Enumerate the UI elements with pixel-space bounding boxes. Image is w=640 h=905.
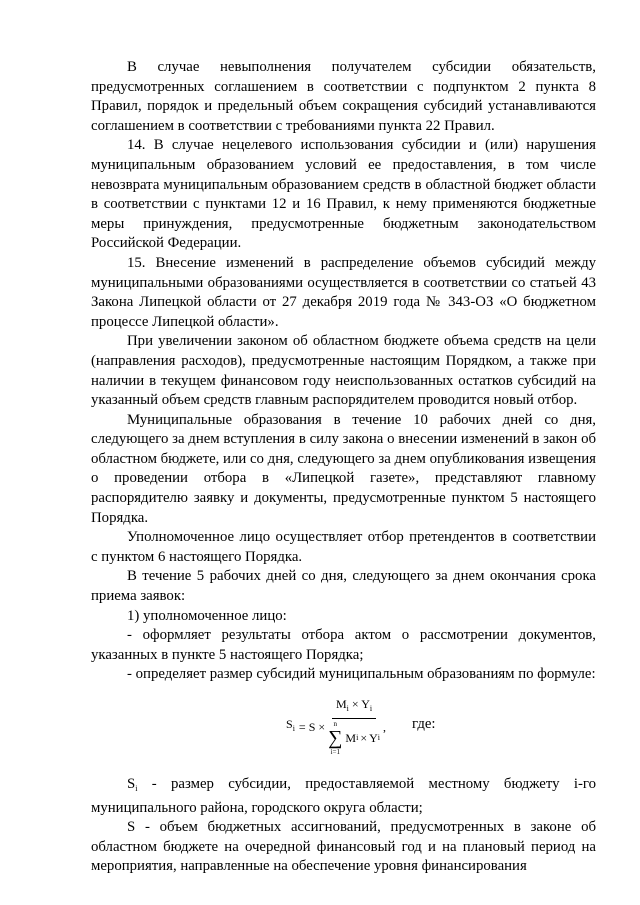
paragraph-municipal-application: Муниципальные образования в течение 10 рабочих дней со дня, следующего за днем вступления в силу закона о внесении изменений в закон об областном бюджете, или со дня, следующего за днем опубликования извещения о проведении отбора в «Липецкой газете», представляют главному распорядителю заявку и документы, предусмотренные пунктом 5 настоящего Порядка. <box>91 411 596 526</box>
formula-numerator: $M_i \times Y_i$ <box>332 697 376 719</box>
subsidy-formula <box>286 697 386 756</box>
document-page <box>91 58 596 877</box>
formula-fraction <box>328 697 380 756</box>
formula-lhs: $S_i$ <box>286 717 295 733</box>
paragraph-14: 14. В случае нецелевого использования субсидии и (или) нарушения муниципальным образованием условий ее предоставления, в том числе невозврата муниципальным образованием средств в областной бюджет области в соответствии с пунктами 12 и 16 Правил, к нему применяются бюджетные меры принуждения, предусмотренные бюджетным законодательством Российской Федерации. <box>91 137 596 252</box>
formula-denominator: n ∑ i=1 M i × Y i <box>328 720 381 756</box>
formula-equals: = <box>298 719 306 734</box>
paragraph-formula-intro: - определяет размер субсидий муниципальным образованиям по формуле: <box>127 666 596 683</box>
paragraph-authorized-person: 1) уполномоченное лицо: <box>127 607 287 624</box>
paragraph-15: 15. Внесение изменений в распределение объемов субсидий между муниципальными образованиями осуществляется в соответствии со статьей 43 Закона Липецкой области от 27 декабря 2019 года № 343-ОЗ «О бюджетном процессе Липецкой области». <box>91 254 596 330</box>
sum-sign: n ∑ i=1 <box>328 720 343 756</box>
paragraph-penalty-reduction: В случае невыполнения получателем субсидии обязательств, предусмотренных соглашением в соответствии с подпунктом 2 пункта 8 Правил, порядок и предельный объем сокращения субсидий устанавливаются соглашением в соответствии с требованиями пункта 22 Правил. <box>91 59 596 134</box>
definition-s: S - объем бюджетных ассигнований, предусмотренных в законе об областном бюджете на очередной финансовый год и на плановый период на мероприятия, направленные на обеспечение уровня финансирования <box>91 819 596 875</box>
formula-comma: , <box>383 719 387 734</box>
paragraph-budget-increase: При увеличении законом об областном бюджете объема средств на цели (направления расходов), предусмотренные настоящим Порядком, а также при наличии в текущем финансовом году неиспользованных остатков субсидий на указанный объем средств главным распорядителем проводится новый отбор. <box>91 333 596 409</box>
paragraph-deadline: В течение 5 рабочих дней со дня, следующего за днем окончания срока приема заявок: <box>91 568 596 605</box>
definition-si: $S_i$ - размер субсидии, предоставляемой местному бюджету i-го муниципального района, городского округа области; <box>91 776 596 816</box>
paragraph-selection: Уполномоченное лицо осуществляет отбор претендентов в соответствии с пунктом 6 настоящего Порядка. <box>91 529 596 565</box>
paragraph-act: - оформляет результаты отбора актом о рассмотрении документов, указанных в пункте 5 настоящего Порядка; <box>91 627 596 663</box>
formula-factor: S × <box>308 719 326 734</box>
formula-block <box>91 691 596 767</box>
formula-where: где: <box>412 716 436 732</box>
